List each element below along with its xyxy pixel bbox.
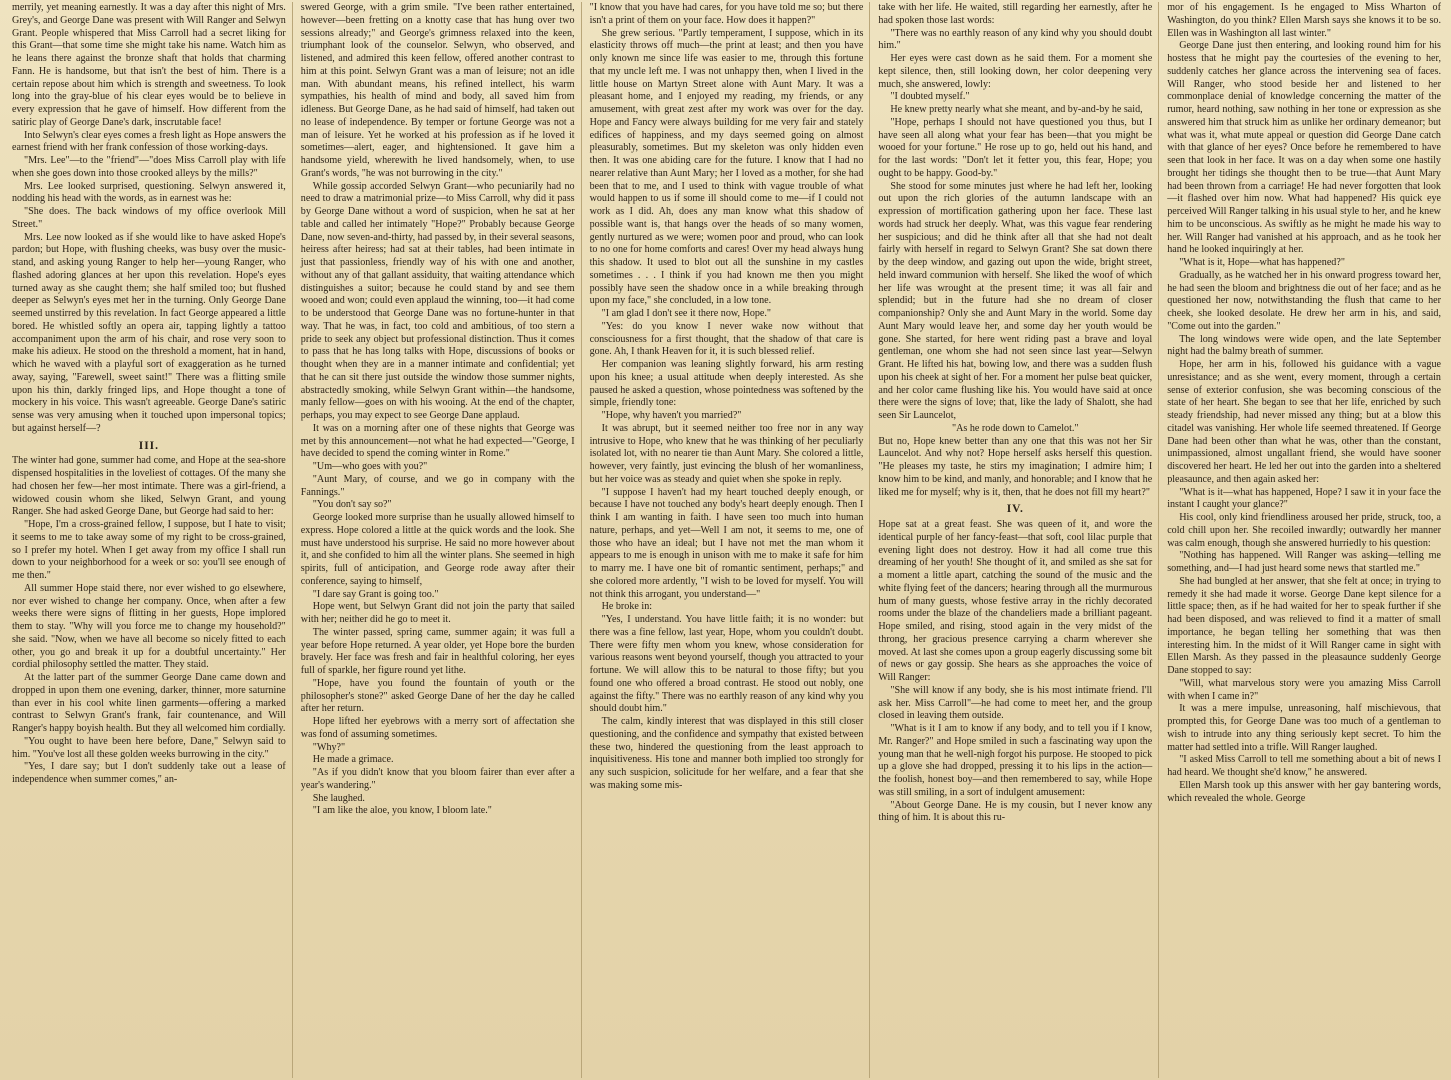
- paragraph: The calm, kindly interest that was displayed in this still closer questioning, and the confidence and sympathy that existed between these two, hindered the questioning from the least approach to inquisitiveness. His tone and manner both implied too strongly for any such suspicion, solicitude for her welfare, and a fear that she was making some mis-: [589, 716, 864, 791]
- paragraph: swered George, with a grim smile. "I've been rather entertained, however—been fretting on a knotty case that has hung over two sessions already;" and George's grimness relaxed into the keen, triumphant look of the counselor. Selwyn, who observed, and listened, and admired this keen fellow, offered another contrast to him at this point. Selwyn Grant was a man of leisure; not an idle man. With abundant means, his refined intellect, his warm sympathies, his health of mind and body, all saved him from idleness. But George Dane, as he had said of himself, had taken out no lease of independence. By temper or fortune George was not a man of leisure. Yet he worked at his profession as if he loved it sometimes—alert, eager, and hightensioned. It gave him a handsome yield, wherewith he lived handsomely, when, to use Grant's words, "he was not burrowing in the city.": [300, 2, 575, 179]
- paragraph: But no, Hope knew better than any one that this was not her Sir Launcelot. And why not? Hope herself asks herself this question. "He pleases my taste, he stirs my imagination; I admire him; I know him to be kind, and manly, and honorable; and I know that he liked me for myself; why is it, then, that he does not fill my heart?": [878, 435, 1153, 498]
- paragraph: Her eyes were cast down as he said them. For a moment she kept silence, then, still looking down, her color deepening very much, she answered, lowly:: [878, 53, 1153, 90]
- paragraph: Mrs. Lee looked surprised, questioning. Selwyn answered it, nodding his head with the words, as in earnest was he:: [12, 180, 286, 205]
- paragraph: She had bungled at her answer, that she felt at once; in trying to remedy it she had made it worse. George Dane kept silence for a little space; then, as if he had waited for her to speak further if she had been disposed, and was relieved to find it a matter of small importance, he began telling her something that was then interesting him. In the midst of it Will Ranger came in sight with Ellen Marsh. As they passed in the pleasaunce suddenly George Dane stopped to say:: [1167, 575, 1441, 676]
- column-1: [4, 2, 293, 1078]
- column-5: [1159, 2, 1447, 1078]
- paragraph: "Nothing has happened. Will Ranger was asking—telling me something, and—I had just heard some news that startled me.": [1167, 550, 1441, 574]
- paragraph: "About George Dane. He is my cousin, but I never know any thing of him. It is about this ru-: [878, 799, 1153, 824]
- paragraph: Hope went, but Selwyn Grant did not join the party that sailed with her; neither did he go to meet it.: [300, 601, 575, 625]
- paragraph: "I asked Miss Carroll to tell me something about a bit of news I had heard. We thought she'd know," he answered.: [1167, 754, 1441, 778]
- paragraph: Gradually, as he watched her in his onward progress toward her, he had seen the bloom and brightness die out of her face; and as he questioned her now, notwithstanding the flush that came to her cheek, she looked desolate. He drew her arm in his, and said, "Come out into the garden.": [1167, 269, 1441, 332]
- paragraph: "As he rode down to Camelot.": [952, 422, 1079, 434]
- paragraph: The winter passed, spring came, summer again; it was full a year before Hope returned. A year older, yet Hope bore the burden bravely. Her face was fresh and fair in healthful coloring, her eyes full of sparkle, her figure round yet lithe.: [300, 626, 575, 676]
- paragraph: "You ought to have been here before, Dane," Selwyn said to him. "You've lost all these golden weeks burrowing in the city.": [12, 735, 286, 760]
- paragraph: "You don't say so?": [312, 499, 392, 511]
- paragraph: The winter had gone, summer had come, and Hope at the sea-shore dispensed hospitalities in the loveliest of cottages. Of the many she had chosen her few—her most intimate. There was a girl-friend, a widowed cousin whom she liked, Selwyn Grant, and young Ranger. She had asked George Dane, but George had said to her:: [12, 455, 286, 518]
- paragraph: It was abrupt, but it seemed neither too free nor in any way intrusive to Hope, who knew that he was thinking of her peculiarly isolated lot, with no nearer tie than Aunt Mary. She colored a little, however, very faintly, just evincing the blush of her womanliness, but her voice was as steady and quiet when she spoke in reply.: [589, 422, 864, 485]
- paragraph: He knew pretty nearly what she meant, and by-and-by he said,: [890, 104, 1143, 115]
- paragraph: "What is it I am to know if any body, and to tell you if I know, Mr. Ranger?" and Hope smiled in such a fascinating way upon the young man that he well-nigh forgot his purpose. He stooped to pick up a glove she had dropped, pressing it to his lips in the action—the foolish, honest boy—and then remembered to say, while Hope was still smiling, in a sort of indulgent amusement:: [878, 723, 1153, 798]
- paragraph: "I suppose I haven't had my heart touched deeply enough, or because I have not touched any body's heart deeply enough. Then I think I am wanting in faith. I have seen too much into human nature, perhaps, and yet—Well I am not, it seems to me, one of those who have an ideal; but I have not met the man whom it appears to me is enough in unison with me to make it safe for him to marry me. I have one bit of romantic sentiment, perhaps;" and she colored more ardently, "I wish to be loved for myself. You will not think this arrogant, you understand—": [589, 486, 864, 600]
- paragraph: Ellen Marsh took up this answer with her gay bantering words, which revealed the whole. George: [1167, 779, 1441, 804]
- paragraph: Her companion was leaning slightly forward, his arm resting upon his knee; a usual attitude when deeply interested. As she paused he asked a question, whose pointedness was softened by the simple, friendly tone:: [589, 359, 864, 409]
- paragraph: All summer Hope staid there, nor ever wished to go elsewhere, nor ever wished to change her company. Once, when after a few weeks there were signs of flitting in her guests, Hope implored them to stay. "Why will you force me to change my household?" she said. "Now, when we have all become so nicely fitted to each other, you go and break it up for a doubtful uncertainty." Her cordial philosophy settled the matter. They staid.: [12, 582, 286, 671]
- column-4: [870, 2, 1159, 1078]
- paragraph: merrily, yet meaning earnestly. It was a day after this night of Mrs. Grey's, and George Dane was present with Will Ranger and Selwyn Grant. People whispered that Miss Carroll had a secret liking for this Grant—that some time she might take his name. Watch him as he leans there against the bronze shaft that holds that charming Fann. He is handsome, but that isn't the best of him. There is a certain repose about him which is strength and sweetness. To look long into the gray-blue of his clear eyes would be to believe in every expression that he gave of himself. How different from the satiric play of George Dane's dark, inscrutable face!: [12, 2, 286, 128]
- paragraph: "She does. The back windows of my office overlook Mill Street.": [12, 206, 286, 230]
- paragraph: George looked more surprise than he usually allowed himself to express. Hope colored a little at the quick words and the look. She must have understood his surprise. He said no more however about it, and she confided to him all the winter plans. She seemed in high spirits, full of anticipation, and George rode away after their conference, saying to himself,: [300, 512, 575, 587]
- paragraph: "Why?": [312, 741, 346, 753]
- paragraph: "I know that you have had cares, for you have told me so; but there isn't a print of them on your face. How does it happen?": [589, 2, 864, 26]
- paragraph: "Mrs. Lee"—to the "friend"—"does Miss Carroll play with life when she goes down into those crooked alleys by the mills?": [12, 155, 286, 179]
- paragraph: While gossip accorded Selwyn Grant—who pecuniarily had no need to draw a matrimonial prize—to Miss Carroll, why did it pass by George Dane without a word of suspicion, when he sat at her table and called her intimately "Hope?" Probably because George Dane, now seven-and-thirty, had passed by, in their several seasons, heiress after heiress; had sat at their tables, had been intimate in just that passionless, friendly way of his with one and another, without any of that gallant assiduity, that waiting attendance which distinguishes a suitor; because he could stand by and see them wooed and won; could even applaud the winning, too—it had come to be understood that George Dane was no fortune-hunter in that way. That he was, in fact, too cold and ambitious, of too stern a pride to seek any object but professional distinction. Thus it comes to pass that he has long talks with Hope, discussions of books or thought when they are in a manner intimate and confidential; yet that he can sit there just outside the window those summer nights, abstractedly smoking, while Selwyn Grant within—the handsome, manly fellow—goes on with his wooing. At the end of the chapter, perhaps, you may expect to see George Dane applaud.: [300, 180, 575, 421]
- text-columns: [4, 2, 1447, 1078]
- paragraph: "Aunt Mary, of course, and we go in company with the Fannings.": [300, 473, 575, 498]
- paragraph: The long windows were wide open, and the late September night had the balmy breath of summer.: [1167, 333, 1441, 358]
- paragraph: He made a grimace.: [312, 754, 394, 766]
- paragraph: "Um—who goes with you?": [312, 461, 428, 472]
- paragraph: "Yes: do you know I never wake now without that consciousness for a first thought, that the shadow of that care is gone. Ah, I thank Heaven for it, it is such blessed relief.: [589, 320, 864, 358]
- paragraph: "What is it—what has happened, Hope? I saw it in your face the instant I caught your glance?": [1167, 486, 1441, 511]
- paragraph: "Hope, perhaps I should not have questioned you thus, but I have seen all along what your fear has been—that you might be wooed for your fortune." He rose up to go, held out his hand, and for the last words: "Don't let it fetter you, this fear, Hope; you ought to be happy. Good-by.": [878, 116, 1153, 179]
- paragraph: "Yes, I understand. You have little faith; it is no wonder: but there was a fine fellow, last year, Hope, whom you couldn't doubt. There were fifty men whom you knew, whose consideration for various reasons went beyond yourself, though you attracted to your fortune. We will allow this to be natural to those fifty; but you found one who offered a broad contrast. He stood out nobly, one against the fifty." There was no earthly reason of any kind why you should doubt him.": [589, 614, 864, 715]
- paragraph: It was on a morning after one of these nights that George was met by this announcement—not what he had expected—"George, I have decided to spend the coming winter in Rome.": [300, 422, 575, 460]
- paragraph: "She will know if any body, she is his most intimate friend. I'll ask her. Miss Carroll"—he had come to meet her, and the group closed in leaving them outside.: [878, 684, 1153, 722]
- column-2: [293, 2, 582, 1078]
- paragraph: Mrs. Lee now looked as if she would like to have asked Hope's pardon; but Hope, with flushing cheeks, was busy over the music-stand, and asking young Ranger to help her—young Ranger, who flashed adoring glances at her upon this revelation. Hope's eyes turned away as she caught them; she half smiled too; but flushed deeper as Selwyn's eyes met her in the turning. Only George Dane seemed unstirred by this revelation. In fact George appeared a little bored. He whistled softly an opera air, tapping lightly a tattoo accompaniment upon the arm of his chair, and rose very soon to make his adieux. He stood on the threshold a moment, hat in hand, which he waved with a playful sort of exaggeration as he turned away, saying, "Farewell, sweet saint!" There was a flitting smile upon his thin, darkly fringed lips, and Hope thought a tone of mockery in his voice. This wasn't agreeable. George Dane's satiric sense was very amusing when it touched upon impersonal topics; but against herself—?: [12, 231, 286, 434]
- paragraph: His cool, only kind friendliness aroused her pride, struck, too, a cold chill upon her. She recoiled inwardly; outwardly her manner was calm enough, though she answered hurriedly to his question:: [1167, 512, 1441, 549]
- paragraph: "I dare say Grant is going too.": [312, 588, 439, 600]
- paragraph: Hope lifted her eyebrows with a merry sort of affectation she was fond of assuming sometimes.: [300, 716, 575, 740]
- paragraph: At the latter part of the summer George Dane came down and dropped in upon them one evening, darker, thinner, more saturnine than ever in his cool white linen garments—offering a marked contrast to Selwyn Grant's frank, fair countenance, and Will Ranger's happy boyish health. But they all welcomed him cordially.: [12, 672, 286, 734]
- paragraph: "Will, what marvelous story were you amazing Miss Carroll with when I came in?": [1167, 677, 1441, 702]
- section-heading: III.: [138, 439, 160, 452]
- paragraph: "What is it, Hope—what has happened?": [1179, 257, 1345, 268]
- paragraph: She stood for some minutes just where he had left her, looking out upon the rich glories of the autumn landscape with an expression of mortification gathering upon her face. These last words had struck her deeply. What, was this vague fear rendering her suspicious; and did he think after all that she had not dealt fairly with herself in regard to Selwyn Grant? She sat down there by the deep window, and gazing out upon the wide, bright street, held inward communion with herself. She liked the woof of which her life was wrought at the present time; it was all fair and splendid; but in the future had she no dream of closer companionship? Only she and Aunt Mary in the world. Some day Aunt Mary would leave her, and some day her youth would be gone. She started, for here went riding past a brave and loyal gentleman, one whom she had not seen since last year—Selwyn Grant. He lifted his hat, bowing low, and there was a sudden flush upon his cheek at sight of her. For a moment her pulse beat quicker, and her color came flushing like his. You would have said at once there were the signs of love; that, like the lady of Shalott, she had seen Sir Launcelot,: [878, 180, 1153, 421]
- paragraph: "Hope, I'm a cross-grained fellow, I suppose, but I hate to visit; it seems to me to take away some of my right to be cross-grained, so I prefer my hotel. When I get away from my office I shall run down to your neighborhood for a week or so: you'll see enough of me then.": [12, 519, 286, 581]
- paragraph: She grew serious. "Partly temperament, I suppose, which in its elasticity throws off much—the print at least; and then you have only known me since life was easier to me, through this fortune that my uncle left me. I was not unhappy then, when I lived in the little house on Martyn Street alone with Aunt Mary. It was a pleasant home, and I enjoyed my reading, my friends, or any amusement, with great zest after my work was over for the day. Hope and Fancy were always building for me very fair and stately edifices of happiness, and my days seemed going on almost pleasurably, sometimes. But my skeleton was only hidden even then. It was one abiding care for the future. I know that I had no nearer relative than Aunt Mary; her I loved as a mother, for she had been that to me, and I used to think with vague trouble of what would happen to us if some ill should come to me—if I could not work as I did. Ah, does any man know what this shadow of possible want is, that hangs over the heads of so many women, gently nurtured as we were; women poor and proud, who can look to no one for home comforts and cares! Over my head always hung this shadow. It used to blot out all the sunshine in my castles sometimes . . . I think if you had known me then you might possibly have seen the shadow once in a while breaking through upon my face," she concluded, in a low tone.: [589, 27, 864, 307]
- paragraph: "There was no earthly reason of any kind why you should doubt him.": [878, 27, 1153, 52]
- column-3: [582, 2, 871, 1078]
- paragraph: She laughed.: [312, 792, 365, 804]
- paragraph: "Hope, why haven't you married?": [601, 410, 742, 421]
- paragraph: "I am glad I don't see it there now, Hope.": [601, 308, 772, 319]
- paragraph: It was a mere impulse, unreasoning, half mischievous, that prompted this, for George Dane was too much of a gentleman to wish to intrude into any thing seriously kept secret. To him the matter had settled into a trifle. Will Ranger laughed.: [1167, 703, 1441, 753]
- paragraph: "I doubted myself.": [890, 91, 970, 103]
- paragraph: take with her life. He waited, still regarding her earnestly, after he had spoken those last words:: [878, 2, 1153, 26]
- paragraph: Into Selwyn's clear eyes comes a fresh light as Hope answers the earnest friend with her frank confession of those working-days.: [12, 129, 286, 154]
- section-heading: IV.: [1006, 503, 1024, 516]
- paragraph: He broke in:: [601, 601, 653, 613]
- paragraph: "As if you didn't know that you bloom fairer than ever after a year's wandering.": [300, 767, 575, 791]
- paragraph: George Dane just then entering, and looking round him for his hostess that he might pay the courtesies of the evening to her, suddenly catches her glance across the intervening sea of faces. Will Ranger, who stood beside her and listened to her commonplace denial of knowledge concerning the matter of the rumor, heard nothing, saw nothing in her tone or expression as she answered him that struck him as unlike her ordinary demeanor; but what was it, what mute appeal or question did George Dane catch with that glance of her eyes? Once before he remembered to have seen that look in her face. It was on a day when some one hastily brought her tidings she thought then to be true—that Aunt Mary had been thrown from a carriage! He had never forgotten that look—it flashed over him now. What had happened? His quick eye perceived Will Ranger talking in his usual style to her, and he knew him to be unconscious. As swiftly as he might he made his way to her. Will Ranger had vanished at his approach, and as he took her hand he looked inquiringly at her.: [1167, 40, 1441, 256]
- paragraph: Hope sat at a great feast. She was queen of it, and wore the identical purple of her fancy-feast—that soft, cool lilac purple that evening light does not destroy. How it had all come true this dreaming of her youth! She thought of it, and smiled as she sat for a moment a little apart, catching the sound of the music and the white flying feet of the dancers; hearing through all the murmurous hum of many guests, whose festive array in the richly decorated rooms under the blaze of the chandeliers made a brilliant pageant. Hope smiled, and rising, stood again in the very midst of the throng, her gracious presence carrying a charm wherever she moved. At last she comes upon a group eagerly discussing some bit of news or gay gossip. She hears as she approaches the voice of Will Ranger:: [878, 519, 1153, 683]
- paragraph: "Yes, I dare say; but I don't suddenly take out a lease of independence when summer comes," an-: [12, 761, 286, 785]
- paragraph: "Hope, have you found the fountain of youth or the philosopher's stone?" asked George Dane of her the day he called after her return.: [300, 677, 575, 715]
- paragraph: "I am like the aloe, you know, I bloom late.": [312, 805, 492, 817]
- paragraph: Hope, her arm in his, followed his guidance with a vague unresistance; and as she went, every moment, through a certain sense of exterior confusion, she was becoming conscious of the state of her heart. She began to see that her life, enriched by such steady friendship, had never missed any thing; but at a blow this citadel was vanishing. Her whole life seemed threatened. If George Dane had been other than what he was, other than the constant, unimpassioned, almost ungallant friend, she would have sooner discovered her heart. He led her out into the garden into a sheltered pleasaunce, and then again asked her:: [1167, 359, 1441, 485]
- paragraph: mor of his engagement. Is he engaged to Miss Wharton of Washington, do you think? Ellen Marsh says she knows it to be so. Ellen was in Washington all last winter.": [1167, 2, 1441, 39]
